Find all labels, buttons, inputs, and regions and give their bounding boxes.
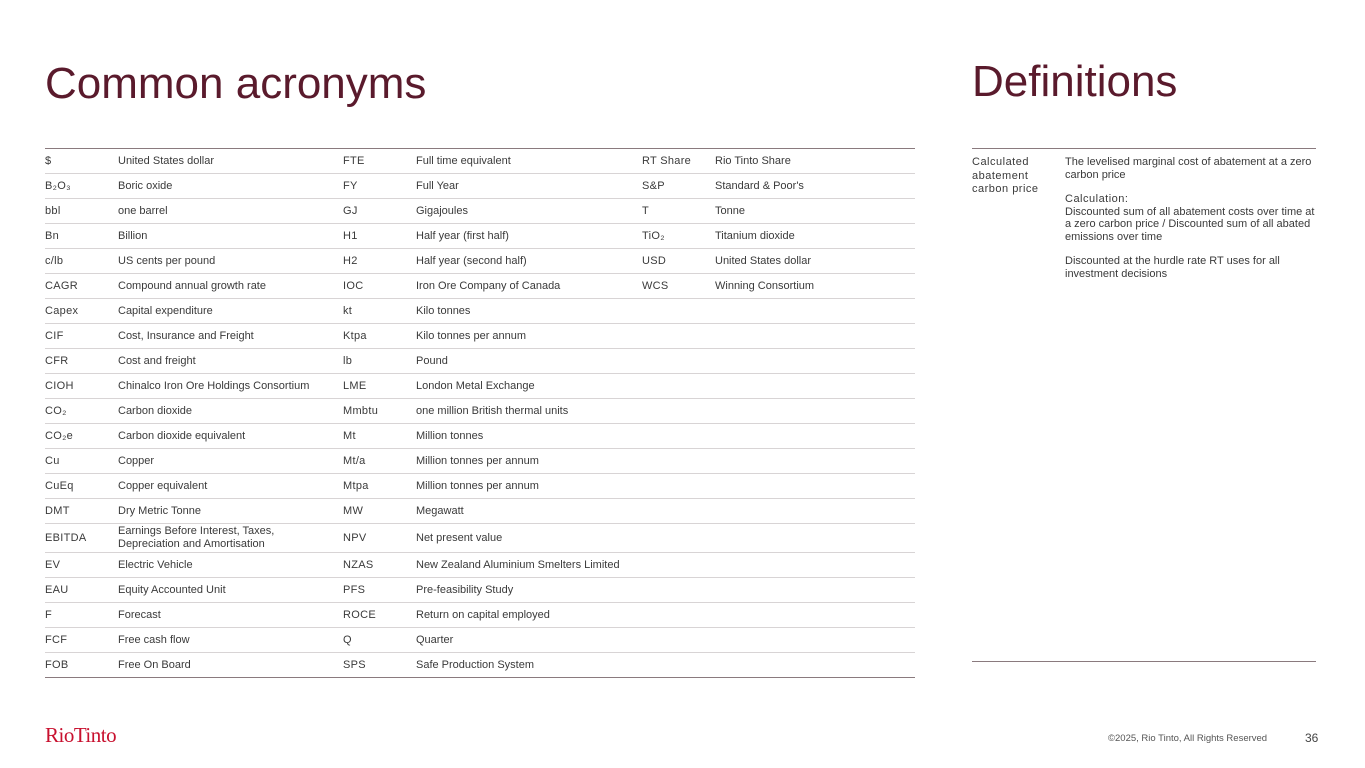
acronym-cell (642, 653, 712, 677)
acronyms-title: Common acronyms (45, 59, 427, 108)
meaning-cell: Half year (second half) (416, 254, 527, 267)
table-row (45, 199, 915, 224)
definition-body (1065, 156, 1317, 292)
table-row (45, 399, 915, 424)
meaning-cell: Million tonnes (416, 429, 484, 442)
acronym-cell: Mt/a (343, 454, 366, 467)
copyright-text: ©2025, Rio Tinto, All Rights Reserved (1108, 733, 1268, 744)
acronym-cell: CO₂ (45, 404, 67, 417)
acronym-cell: H1 (343, 229, 358, 242)
table-row (45, 274, 915, 299)
acronym-cell: Ktpa (343, 329, 367, 342)
meaning-cell: Full time equivalent (416, 154, 511, 167)
table-row (45, 653, 915, 677)
acronym-cell: CuEq (45, 479, 74, 492)
acronym-cell (642, 553, 712, 577)
meaning-cell: Standard & Poor's (715, 179, 804, 192)
acronym-cell: SPS (343, 658, 366, 671)
meaning-cell: Billion (118, 229, 148, 242)
table-row (45, 299, 915, 324)
acronym-cell: Cu (45, 454, 60, 467)
acronym-cell: B₂O₃ (45, 179, 71, 192)
acronym-cell (642, 349, 712, 373)
meaning-cell (715, 299, 915, 323)
meaning-cell: Free cash flow (118, 633, 190, 646)
table-row (45, 424, 915, 449)
meaning-cell: Kilo tonnes (416, 304, 471, 317)
acronym-cell: NPV (343, 531, 367, 544)
meaning-cell: Capital expenditure (118, 304, 213, 317)
meaning-cell: Compound annual growth rate (118, 279, 266, 292)
meaning-cell: Kilo tonnes per annum (416, 329, 527, 342)
definition-calc-text: Discounted sum of all abatement costs over time at a zero carbon price / Discounted sum of all abated emissions over time (1065, 205, 1315, 243)
table-row (45, 524, 915, 553)
acronym-cell (642, 474, 712, 498)
meaning-cell (715, 603, 915, 627)
meaning-cell (715, 449, 915, 473)
meaning-cell: Rio Tinto Share (715, 154, 791, 167)
table-row (45, 249, 915, 274)
acronym-cell (642, 603, 712, 627)
meaning-cell: Dry Metric Tonne (118, 504, 201, 517)
acronym-cell: F (45, 608, 53, 621)
acronym-cell: NZAS (343, 558, 374, 571)
acronym-cell: USD (642, 254, 667, 267)
meaning-cell: Return on capital employed (416, 608, 550, 621)
acronym-cell: FOB (45, 658, 69, 671)
table-row (45, 628, 915, 653)
meaning-cell: Net present value (416, 531, 503, 544)
meaning-cell (715, 499, 915, 523)
meaning-cell: London Metal Exchange (416, 379, 535, 392)
page-number: 36 (1305, 731, 1319, 745)
table-row (45, 149, 915, 174)
acronym-cell: TiO₂ (642, 229, 665, 242)
table-row (45, 174, 915, 199)
table-row (45, 349, 915, 374)
definition-term: Calculated abatement carbon price (972, 156, 1039, 195)
acronym-cell: lb (343, 354, 353, 367)
acronym-cell: EAU (45, 583, 69, 596)
meaning-cell: Earnings Before Interest, Taxes, Depreciation and Amortisation (118, 525, 275, 550)
acronym-cell: IOC (343, 279, 364, 292)
meaning-cell: Boric oxide (118, 179, 173, 192)
acronym-cell: LME (343, 379, 367, 392)
table-row (45, 603, 915, 628)
meaning-cell: New Zealand Aluminium Smelters Limited (416, 558, 620, 571)
table-row (45, 578, 915, 603)
acronym-cell: GJ (343, 204, 358, 217)
meaning-cell: Copper (118, 454, 155, 467)
meaning-cell: Equity Accounted Unit (118, 583, 226, 596)
table-row (45, 324, 915, 349)
acronym-cell (642, 578, 712, 602)
meaning-cell: Copper equivalent (118, 479, 208, 492)
acronym-cell: kt (343, 304, 353, 317)
meaning-cell: United States dollar (715, 254, 811, 267)
meaning-cell: Half year (first half) (416, 229, 509, 242)
acronym-cell: $ (45, 154, 52, 167)
acronym-cell: T (642, 204, 650, 217)
acronym-cell (642, 628, 712, 652)
meaning-cell: Million tonnes per annum (416, 479, 539, 492)
meaning-cell: one million British thermal units (416, 404, 569, 417)
meaning-cell (715, 349, 915, 373)
acronym-cell: CIF (45, 329, 64, 342)
table-row (45, 553, 915, 578)
meaning-cell: Tonne (715, 204, 745, 217)
acronym-cell: Mtpa (343, 479, 369, 492)
acronyms-table (45, 148, 915, 678)
definition-summary: The levelised marginal cost of abatement at a zero carbon price (1065, 156, 1312, 181)
meaning-cell: Safe Production System (416, 658, 535, 671)
meaning-cell: Titanium dioxide (715, 229, 795, 242)
meaning-cell (715, 474, 915, 498)
meaning-cell: Forecast (118, 608, 161, 621)
meaning-cell (715, 553, 915, 577)
meaning-cell: Quarter (416, 633, 454, 646)
meaning-cell: Full Year (416, 179, 459, 192)
meaning-cell: Million tonnes per annum (416, 454, 539, 467)
meaning-cell: Carbon dioxide (118, 404, 192, 417)
acronym-cell: Bn (45, 229, 60, 242)
meaning-cell: Cost, Insurance and Freight (118, 329, 254, 342)
acronym-cell: DMT (45, 504, 70, 517)
meaning-cell (715, 424, 915, 448)
acronym-cell (642, 399, 712, 423)
meaning-cell (715, 324, 915, 348)
acronym-cell (642, 374, 712, 398)
meaning-cell: United States dollar (118, 154, 214, 167)
meaning-cell: Carbon dioxide equivalent (118, 429, 246, 442)
acronym-cell: CFR (45, 354, 69, 367)
meaning-cell (715, 628, 915, 652)
acronym-cell: S&P (642, 179, 665, 192)
acronym-cell (642, 524, 712, 552)
definitions-title: Definitions (972, 57, 1178, 106)
acronym-cell: Q (343, 633, 352, 646)
meaning-cell (715, 374, 915, 398)
acronym-cell: bbl (45, 204, 61, 217)
acronym-cell: FY (343, 179, 358, 192)
acronym-cell (642, 299, 712, 323)
meaning-cell: Pre-feasibility Study (416, 583, 514, 596)
acronym-cell: CIOH (45, 379, 74, 392)
meaning-cell: Pound (416, 354, 448, 367)
definition-calc-label: Calculation: (1065, 193, 1129, 205)
acronym-cell: c/lb (45, 254, 64, 267)
meaning-cell: Gigajoules (416, 204, 468, 217)
definition-note: Discounted at the hurdle rate RT uses for all investment decisions (1065, 255, 1280, 280)
acronym-cell: Mmbtu (343, 404, 379, 417)
acronym-cell: EBITDA (45, 531, 87, 544)
acronym-cell: CO₂e (45, 429, 74, 442)
rio-tinto-logo: RioTinto (45, 723, 117, 747)
meaning-cell: Chinalco Iron Ore Holdings Consortium (118, 379, 310, 392)
acronym-cell (642, 424, 712, 448)
meaning-cell (715, 399, 915, 423)
meaning-cell (715, 653, 915, 677)
acronym-cell: CAGR (45, 279, 78, 292)
meaning-cell (715, 578, 915, 602)
acronym-cell: Capex (45, 304, 79, 317)
meaning-cell: Free On Board (118, 658, 191, 671)
meaning-cell: Iron Ore Company of Canada (416, 279, 561, 292)
acronym-cell: PFS (343, 583, 366, 596)
table-row (45, 449, 915, 474)
acronym-cell: MW (343, 504, 364, 517)
meaning-cell: Electric Vehicle (118, 558, 193, 571)
meaning-cell: US cents per pound (118, 254, 216, 267)
acronym-cell (642, 324, 712, 348)
meaning-cell: Cost and freight (118, 354, 196, 367)
meaning-cell: one barrel (118, 204, 168, 217)
table-row (45, 474, 915, 499)
acronym-cell: H2 (343, 254, 358, 267)
table-row (45, 499, 915, 524)
acronym-cell (642, 449, 712, 473)
definitions-table (972, 148, 1316, 662)
acronym-cell: WCS (642, 279, 669, 292)
table-row (45, 224, 915, 249)
acronym-cell: ROCE (343, 608, 376, 621)
acronym-cell: Mt (343, 429, 356, 442)
meaning-cell: Winning Consortium (715, 279, 815, 292)
meaning-cell (715, 524, 915, 552)
meaning-cell: Megawatt (416, 504, 464, 517)
acronym-cell: FTE (343, 154, 365, 167)
table-row (45, 374, 915, 399)
acronym-cell (642, 499, 712, 523)
acronym-cell: EV (45, 558, 61, 571)
acronym-cell: RT Share (642, 154, 692, 167)
acronym-cell: FCF (45, 633, 68, 646)
